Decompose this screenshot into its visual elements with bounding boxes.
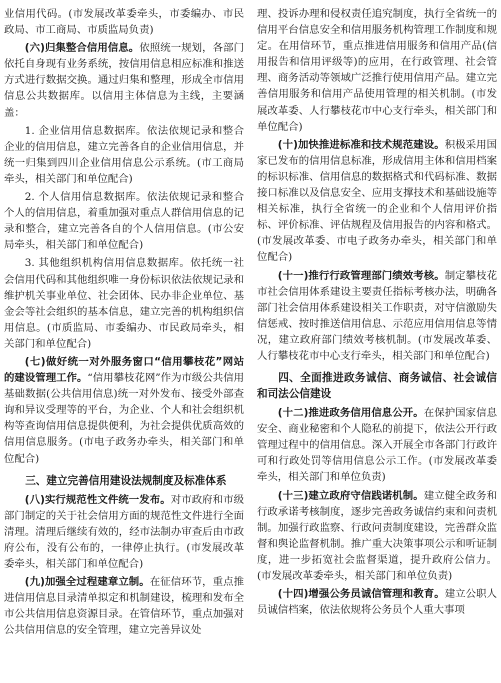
list-item-text: 3. 其他组织机构信用信息数据库。依托统一社会信用代码和其他组织唯一身份标识依法依规记录和维护机关事业单位、社会团体、民办非企业单位、基金会等社会组织的基本信息，建立完善的机构组织信用信息。(市质监局、市委编办、市民政局牵头，相关部门和单位配合) [4,257,244,350]
list-item-personal-db [4,189,244,253]
paragraph-section-12 [257,405,497,485]
paragraph-continued [4,6,244,38]
paragraph-continued [257,6,497,135]
paragraph-section-11 [257,268,497,365]
section-heading: (十二)推进政务信用信息公开。 [277,407,424,420]
list-item-organization-db [4,255,244,352]
section-heading: (七)做好统一对外服务窗口“信用攀枝花”网站的建设管理工作。 [4,355,244,385]
paragraph-text: 理、投诉办理和侵权责任追究制度，执行全省统一的信用平台信息安全和信用服务机构管理工作制度和规定。在用信环节，重点推进信用服务和信用产品(信用报告和信用评级等)的应用，在行政管理、社会管理、商务活动等领域广泛推行使用信用产品。建立完善信用服务和信用产品使用管理的相关机制。(市发展改革委、人行攀枝花市中心支行牵头，相关部门和单位配合) [257,8,497,133]
section-body: “信用攀枝花网”作为市级公共信用基础数据(公共信用信息)统一对外发布、接受外部查询和异议受理等的平台，为企业、个人和社会组织机构等查询信用信息提供便利，为社会提供优质高效的信用信息服务。(市电子政务办牵头，相关部门和单位配合) [4,372,245,465]
paragraph-text: 业信用代码。(市发展改革委牵头，市委编办、市民政局、市工商局、市质监局负责) [4,8,244,37]
paragraph-section-10 [257,137,497,266]
section-body: 在保护国家信息安全、商业秘密和个人隐私的前提下，依法公开行政管理过程中的信用信息。深入开展全市各部门行政许可和行政处罚等信用信息公示工作。(市发展改革委牵头，相关部门和单位负责) [257,407,498,484]
paragraph-section-7 [4,354,244,467]
section-heading: (九)加强全过程建章立制。 [24,576,150,589]
section-heading: (十一)推行行政管理部门绩效考核。 [277,269,445,282]
left-column [4,6,244,640]
chapter-heading-3: 三、建立完善信用建设法规制度及标准体系 [25,474,227,487]
section-heading: (十四)增强公务员诚信管理和教育。 [277,588,445,601]
chapter-heading-4: 四、全面推进政务诚信、商务诚信、社会诚信和司法公信建设 [257,372,497,401]
section-heading: (八)实行规范性文件统一发布。 [24,493,171,506]
list-item-text: 2. 个人信用信息数据库。依法依规记录和整合个人的信用信息，着重加强对重点人群信用信息的记录和整合，建立完善各自的个人信用信息。(市公安局牵头，相关部门和单位配合) [4,191,244,252]
paragraph-section-13 [257,488,497,585]
paragraph-section-9 [4,574,244,638]
section-heading: (十)加快推进标准和技术规范建设。 [277,138,445,151]
right-column [257,6,497,620]
section-body: 制定攀枝花市社会信用体系建设主要责任指标考核办法，明确各部门社会信用体系建设相关工作职责，对守信激励失信惩戒、按时推送信用信息、示范应用信用信息等情况，建立政府部门绩效考核机制。(市发展改革委、人行攀枝花市中心支行牵头，相关部门和单位配合) [257,269,498,362]
section-body: 建立健全政务和行政承诺考核制度，逐步完善政务诚信约束和问责机制。加强行政监察、行政问责制度建设，完善群众监督和舆论监督机制。推广重大决策事项公示和听证制度，进一步拓宽社会监督渠道，提升政府公信力。(市发展改革委牵头，相关部门和单位负责) [257,489,498,582]
section-body: 积极采用国家已发布的信用信息标准，形成信用主体和信用档案的标识标准、信用信息的数据格式和代码标准、数据接口标准以及信息安全、应用支撑技术和基础设施等相关标准，执行全省统一的企业和个人信用评价指标、评价标准、评估规程及信用报告的内容和格式。(市发展改革委、市电子政务办牵头，相关部门和单位配合) [257,138,498,264]
paragraph-section-14 [257,586,497,618]
section-body: 在征信环节，重点推进信用信息目录清单拟定和机制建设，梳理和发布全市公共信用信息资源目录。在管信环节，重点加强对公共信用信息的安全管理，建立完善异议处 [4,576,245,637]
section-body: 依照统一规划，各部门依托自身现有业务系统，按信用信息相应标准和推送方式进行数据交换。通过归集和整理，形成全市信用信息公共数据库。以信用主体信息为主线，主要涵盖： [4,42,244,119]
section-body: 建立公职人员诚信档案，依法依规将公务员个人重大事项 [257,588,498,617]
list-item-enterprise-db [4,123,244,187]
paragraph-section-6 [4,40,244,120]
section-heading: (六)归集整合信用信息。 [24,42,140,55]
paragraph-section-8 [4,492,244,572]
section-heading: (十三)建立政府守信践诺机制。 [277,489,424,502]
section-body: 对市政府和市级部门制定的关于社会信用方面的规范性文件进行全面清理。清理后继续有效的，经市法制办审查后由市政府公布，没有公布的，一律停止执行。(市发展改革委牵头，相关部门和单位配合) [4,493,245,570]
list-item-text: 1. 企业信用信息数据库。依法依规记录和整合企业的信用信息，建立完善各自的企业信用信息，并统一归集到四川企业信用信息公示系统。(市工商局牵头，相关部门和单位配合) [4,124,244,185]
